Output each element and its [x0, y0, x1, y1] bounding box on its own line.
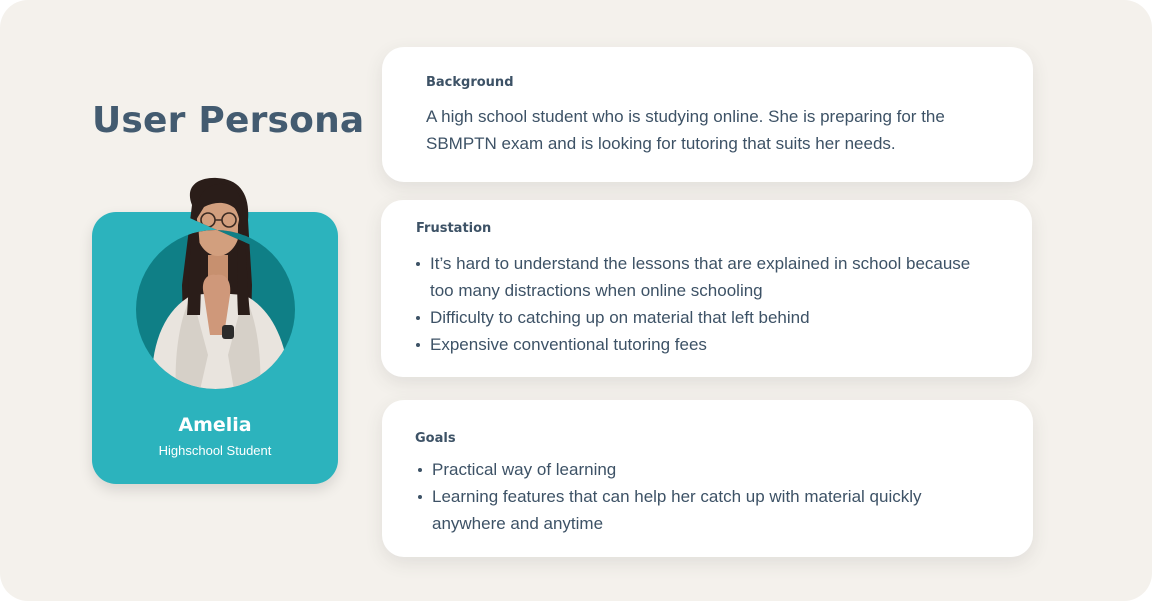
- background-card: [382, 47, 1033, 182]
- goals-card: [382, 400, 1033, 557]
- page-title: User Persona: [92, 100, 365, 141]
- list-item: Learning features that can help her catch up with material quickly anywhere and anytime: [417, 483, 997, 537]
- persona-role: Highschool Student: [158, 443, 272, 458]
- frustration-heading: Frustation: [416, 221, 492, 236]
- background-text: A high school student who is studying online. She is preparing for the SBMPTN exam and is looking for tutoring that suits her needs.: [426, 107, 945, 153]
- list-item: Expensive conventional tutoring fees: [415, 331, 975, 358]
- list-item: Difficulty to catching up on material that left behind: [415, 304, 975, 331]
- background-heading: Background: [426, 75, 514, 90]
- avatar: [92, 175, 342, 395]
- goals-heading: Goals: [415, 431, 456, 446]
- list-item: It’s hard to understand the lessons that are explained in school because too many distractions when online schooling: [415, 250, 975, 304]
- frustration-list: [415, 250, 975, 358]
- persona-name: Amelia: [178, 414, 252, 436]
- list-item: Practical way of learning: [417, 456, 997, 483]
- goals-list: [417, 456, 997, 537]
- frustration-card: [381, 200, 1032, 377]
